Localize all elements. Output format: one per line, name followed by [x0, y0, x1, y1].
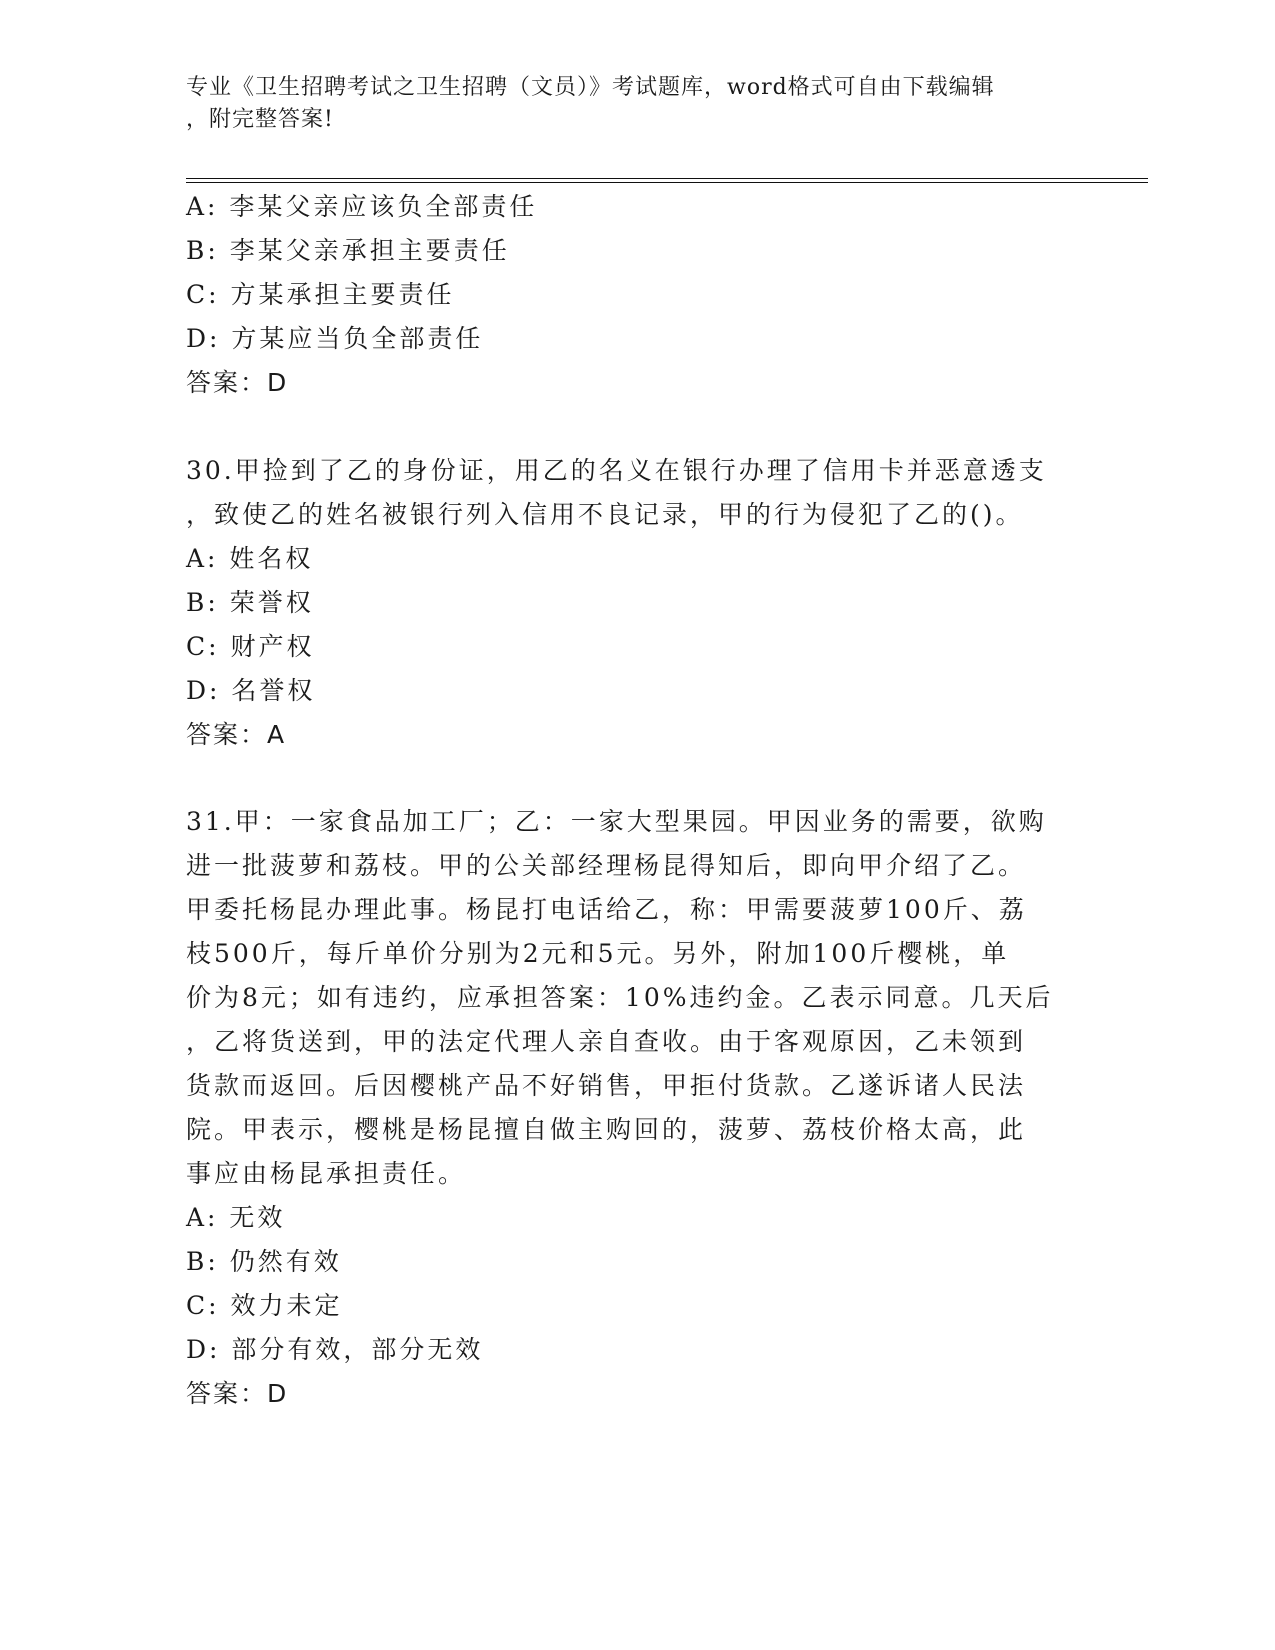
q29-option-d: D: 方某应当负全部责任 — [186, 324, 484, 353]
q30-stem-line-1: 30.甲捡到了乙的身份证，用乙的名义在银行办理了信用卡并恶意透支 — [186, 456, 1047, 485]
q31-stem-line-1: 31.甲：一家食品加工厂；乙：一家大型果园。甲因业务的需要，欲购 — [186, 807, 1047, 836]
header-line-1: 专业《卫生招聘考试之卫生招聘（文员）》考试题库，word格式可自由下载编辑 — [186, 75, 995, 100]
q31-stem-line-3: 甲委托杨昆办理此事。杨昆打电话给乙，称：甲需要菠萝100斤、荔 — [186, 895, 1027, 924]
q31-option-a: A: 无效 — [186, 1203, 286, 1232]
q31-stem-line-9: 事应由杨昆承担责任。 — [186, 1159, 467, 1188]
q31-stem-line-7: 货款而返回。后因樱桃产品不好销售，甲拒付货款。乙遂诉诸人民法 — [186, 1071, 1027, 1100]
q30-option-a: A: 姓名权 — [186, 544, 314, 573]
q31-answer: 答案：D — [186, 1379, 289, 1408]
q30-option-c: C: 财产权 — [186, 632, 315, 661]
header-divider-bottom — [186, 182, 1148, 183]
q31-option-d: D: 部分有效，部分无效 — [186, 1335, 484, 1364]
document-header — [186, 72, 1076, 136]
q30-answer: 答案：A — [186, 720, 287, 749]
header-line-2: ，附完整答案! — [186, 107, 334, 132]
q29-answer: 答案：D — [186, 368, 289, 397]
header-divider-top — [186, 178, 1148, 179]
q31-stem-line-2: 进一批菠萝和荔枝。甲的公关部经理杨昆得知后，即向甲介绍了乙。 — [186, 851, 1027, 880]
q31-stem-line-8: 院。甲表示，樱桃是杨昆擅自做主购回的，菠萝、荔枝价格太高，此 — [186, 1115, 1027, 1144]
q31-option-b: B: 仍然有效 — [186, 1247, 342, 1276]
q29-option-a: A: 李某父亲应该负全部责任 — [186, 192, 538, 221]
q29-option-c: C: 方某承担主要责任 — [186, 280, 455, 309]
q30-stem-line-2: ，致使乙的姓名被银行列入信用不良记录，甲的行为侵犯了乙的()。 — [186, 500, 1024, 529]
q31-stem-line-4: 枝500斤，每斤单价分别为2元和5元。另外，附加100斤樱桃，单 — [186, 939, 1010, 968]
q30-option-d: D: 名誉权 — [186, 676, 316, 705]
q31-option-c: C: 效力未定 — [186, 1291, 343, 1320]
q29-option-b: B: 李某父亲承担主要责任 — [186, 236, 510, 265]
q30-option-b: B: 荣誉权 — [186, 588, 314, 617]
q31-stem-line-6: ，乙将货送到，甲的法定代理人亲自查收。由于客观原因，乙未领到 — [186, 1027, 1027, 1056]
q31-stem-line-5: 价为8元；如有违约，应承担答案：10%违约金。乙表示同意。几天后 — [186, 983, 1054, 1012]
